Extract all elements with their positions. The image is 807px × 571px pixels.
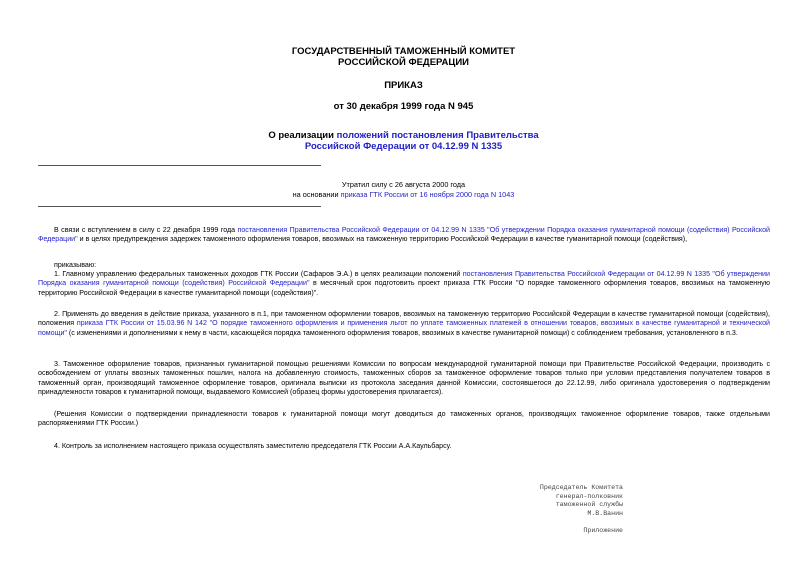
document-title-line1: [0, 130, 807, 141]
title-prefix: О реализации: [268, 130, 337, 141]
document-title-line2: [0, 141, 807, 152]
item-2-text-end: (с изменениями и дополнениями к нему в части, касающейся порядка таможенного оформления товаров, ввозимых в качестве гуманитарной помощи) с соблюдением требования, установленного в п.3.: [66, 328, 738, 337]
intro-paragraph: [38, 226, 770, 245]
status-basis: [0, 190, 807, 199]
agency-name-line1: ГОСУДАРСТВЕННЫЙ ТАМОЖЕННЫЙ КОМИТЕТ: [291, 46, 516, 57]
agency-name: [0, 46, 807, 68]
status-repealed: Утратил силу с 26 августа 2000 года: [341, 180, 466, 189]
item-3-paragraph: 3. Таможенное оформление товаров, признанных гуманитарной помощью решениями Комиссии по вопросам международной гуманитарной помощи при Правительстве Российской Федерации, производить с освобождением от уплаты ввозных таможенных пошлин, налога на добавленную стоимость, таможенных сборов за таможенное оформление товаров только при условии представления получателем товаров в таможенный орган, производящий таможенное оформление товаров, оригинала выписки из протокола заседания данной Комиссии, состоявшегося до 22.12.99, либо оригинала удостоверения о подтверждении принадлежности товаров к гуманитарной помощи, выдаваемого Комиссией (образец формы удостоверения прилагается).: [38, 360, 770, 396]
order-label: ПРИКАЗ: [384, 80, 423, 91]
item-4-paragraph: 4. Контроль за исполнением настоящего приказа осуществлять заместителю председателя ГТК России А.А.Каульбарсу.: [54, 442, 452, 450]
item-2-text-start: 2. Применять до введения в действие приказа, указанного в п.1, при таможенном оформлении товаров, ввозимых на таможенную территорию Российской Федерации в качестве гуманитарной помощи (содействия), положения: [38, 310, 770, 328]
note-paragraph: (Решения Комиссии о подтверждении принадлежности товаров к гуманитарной помощи могут доводиться до таможенных органов, производящих таможенное оформление товаров, также отдельными распоряжениями ГТК России.): [38, 410, 770, 428]
status-basis-link[interactable]: приказа ГТК России от 16 ноября 2000 года N 1043: [340, 190, 515, 199]
signature-position: Председатель Комитета: [539, 484, 623, 491]
item-1-resolution-link[interactable]: постановления Правительства Российской Федерации от 04.12.99 N 1335 "Об утверждении Порядка оказания гуманитарной помощи (содействия) Российской Федерации": [38, 270, 770, 288]
intro-text-end: и в целях предупреждения задержек таможенного оформления товаров, ввозимых на таможенную территорию Российской Федерации в качестве гуманитарной помощи (содействия),: [77, 235, 688, 244]
item-1-paragraph: [38, 270, 770, 298]
prikazyvayu-label: приказываю:: [54, 261, 97, 269]
item-2-paragraph: [38, 310, 770, 338]
agency-name-line2: РОССИЙСКОЙ ФЕДЕРАЦИИ: [337, 57, 469, 68]
signature-name: М.В.Ванин: [587, 509, 623, 517]
intro-text-start: В связи с вступлением в силу с 22 декабря 1999 года: [54, 226, 238, 234]
title-link-resolution-date[interactable]: Российской Федерации от 04.12.99 N 1335: [304, 141, 503, 152]
signature-rank-line1: генерал-полковник: [555, 492, 623, 500]
divider-bottom: [38, 206, 321, 207]
signature-rank-line2: таможенной службы: [555, 501, 623, 509]
title-link-resolution[interactable]: положений постановления Правительства: [336, 130, 539, 141]
status-basis-prefix: на основании: [292, 190, 341, 199]
divider-top: [38, 165, 321, 166]
intro-resolution-link[interactable]: постановления Правительства Российской Федерации от 04.12.99 N 1335 "Об утверждении Порядка оказания гуманитарной помощи (содействия) Российской Федерации": [38, 226, 770, 244]
item-1-text-end: в месячный срок подготовить проект приказа ГТК России "О порядке таможенного оформления товаров, ввозимых на таможенную территорию Российской Федерации в качестве гуманитарной помощи (содействия)".: [38, 279, 770, 297]
appendix-label: Приложение: [583, 527, 623, 534]
document-title: [0, 130, 807, 152]
item-2-order-link[interactable]: приказа ГТК России от 15.03.96 N 142 "О порядке таможенного оформления и применения льгот по уплате таможенных платежей в отношении товаров, ввозимых в качестве гуманитарной и технической помощи": [38, 319, 770, 337]
order-date: от 30 декабря 1999 года N 945: [333, 101, 474, 112]
item-1-text-start: 1. Главному управлению федеральных таможенных доходов ГТК России (Сафаров Э.А.) в целях реализации положений: [54, 270, 463, 278]
